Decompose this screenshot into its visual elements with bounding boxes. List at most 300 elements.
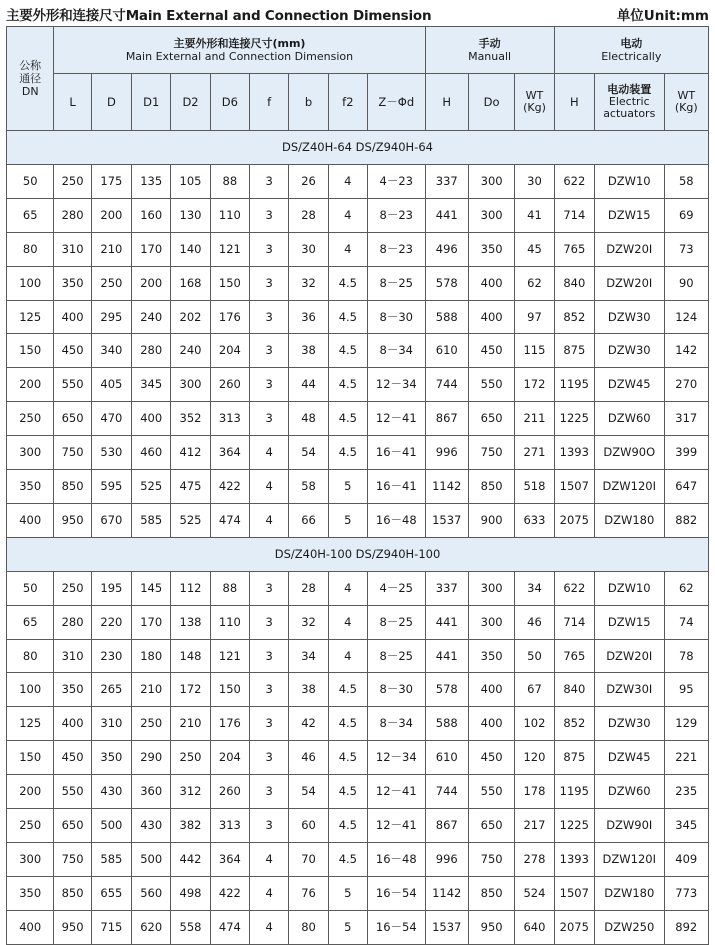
cell-b: 30 bbox=[289, 232, 328, 266]
cell-d2: 382 bbox=[171, 809, 210, 843]
cell-manual-h: 588 bbox=[425, 707, 468, 741]
cell-manual-h: 1142 bbox=[425, 876, 468, 910]
cell-dn: 300 bbox=[7, 842, 54, 876]
cell-actuator: DZW45 bbox=[594, 368, 664, 402]
cell-manual-wt: 271 bbox=[515, 436, 554, 470]
cell-l: 350 bbox=[54, 266, 91, 300]
cell-dn: 150 bbox=[7, 334, 54, 368]
cell-b: 46 bbox=[289, 741, 328, 775]
cell-d: 595 bbox=[91, 470, 131, 504]
cell-d: 470 bbox=[91, 402, 131, 436]
cell-z-d: 16－48 bbox=[368, 503, 426, 537]
cell-f: 3 bbox=[250, 673, 289, 707]
cell-d2: 352 bbox=[171, 402, 210, 436]
cell-d1: 400 bbox=[132, 402, 171, 436]
table-row bbox=[7, 876, 709, 910]
cell-z-d: 8－30 bbox=[368, 300, 426, 334]
cell-l: 250 bbox=[54, 165, 91, 199]
cell-z-d: 4－23 bbox=[368, 165, 426, 199]
cell-z-d: 8－25 bbox=[368, 639, 426, 673]
cell-manual-h: 441 bbox=[425, 605, 468, 639]
table-row bbox=[7, 368, 709, 402]
cell-manual-wt: 50 bbox=[515, 639, 554, 673]
cell-d1: 525 bbox=[132, 470, 171, 504]
cell-dn: 250 bbox=[7, 809, 54, 843]
cell-d2: 525 bbox=[171, 503, 210, 537]
cell-d1: 620 bbox=[132, 910, 171, 944]
cell-dn: 350 bbox=[7, 470, 54, 504]
cell-manual-wt: 62 bbox=[515, 266, 554, 300]
cell-d6: 422 bbox=[210, 876, 249, 910]
cell-d1: 430 bbox=[132, 809, 171, 843]
table-row bbox=[7, 605, 709, 639]
table-row bbox=[7, 232, 709, 266]
cell-electric-h: 714 bbox=[554, 605, 594, 639]
table-row bbox=[7, 470, 709, 504]
cell-electric-h: 840 bbox=[554, 266, 594, 300]
cell-d6: 110 bbox=[210, 605, 249, 639]
table-header bbox=[7, 27, 709, 131]
cell-f2: 4.5 bbox=[328, 300, 367, 334]
cell-manual-h: 441 bbox=[425, 198, 468, 232]
cell-manual-h: 578 bbox=[425, 266, 468, 300]
cell-dn: 150 bbox=[7, 741, 54, 775]
cell-d1: 180 bbox=[132, 639, 171, 673]
cell-d: 530 bbox=[91, 436, 131, 470]
cell-manual-wt: 120 bbox=[515, 741, 554, 775]
cell-d6: 150 bbox=[210, 673, 249, 707]
cell-manual-h: 1537 bbox=[425, 910, 468, 944]
cell-actuator: DZW120I bbox=[594, 842, 664, 876]
cell-d2: 168 bbox=[171, 266, 210, 300]
col-header-actuator: 电动装置 Electric actuators bbox=[594, 74, 664, 131]
cell-b: 54 bbox=[289, 775, 328, 809]
dn-header: 公称 通径 DN bbox=[7, 27, 54, 131]
cell-electric-wt: 142 bbox=[664, 334, 708, 368]
col-header-electric-wt: WT (Kg) bbox=[664, 74, 708, 131]
cell-electric-h: 1393 bbox=[554, 436, 594, 470]
cell-electric-wt: 345 bbox=[664, 809, 708, 843]
cell-electric-h: 875 bbox=[554, 334, 594, 368]
cell-do: 900 bbox=[468, 503, 514, 537]
cell-d2: 105 bbox=[171, 165, 210, 199]
cell-manual-h: 744 bbox=[425, 775, 468, 809]
cell-actuator: DZW90O bbox=[594, 436, 664, 470]
cell-b: 32 bbox=[289, 266, 328, 300]
cell-do: 850 bbox=[468, 470, 514, 504]
cell-dn: 65 bbox=[7, 605, 54, 639]
table-row bbox=[7, 266, 709, 300]
cell-f2: 4.5 bbox=[328, 707, 367, 741]
cell-actuator: DZW60 bbox=[594, 402, 664, 436]
cell-z-d: 12－41 bbox=[368, 402, 426, 436]
cell-d: 230 bbox=[91, 639, 131, 673]
cell-d: 430 bbox=[91, 775, 131, 809]
cell-electric-h: 1225 bbox=[554, 402, 594, 436]
cell-f2: 4 bbox=[328, 198, 367, 232]
cell-electric-wt: 892 bbox=[664, 910, 708, 944]
cell-f: 3 bbox=[250, 605, 289, 639]
cell-l: 280 bbox=[54, 605, 91, 639]
cell-f2: 4.5 bbox=[328, 809, 367, 843]
cell-d2: 140 bbox=[171, 232, 210, 266]
cell-dn: 100 bbox=[7, 266, 54, 300]
cell-f: 3 bbox=[250, 707, 289, 741]
cell-electric-wt: 129 bbox=[664, 707, 708, 741]
cell-d6: 121 bbox=[210, 639, 249, 673]
cell-z-d: 4－25 bbox=[368, 571, 426, 605]
cell-actuator: DZW10 bbox=[594, 571, 664, 605]
cell-f: 4 bbox=[250, 910, 289, 944]
table-row bbox=[7, 775, 709, 809]
table-row bbox=[7, 571, 709, 605]
cell-do: 850 bbox=[468, 876, 514, 910]
cell-d6: 176 bbox=[210, 707, 249, 741]
cell-z-d: 8－30 bbox=[368, 673, 426, 707]
cell-l: 850 bbox=[54, 470, 91, 504]
cell-electric-h: 1195 bbox=[554, 775, 594, 809]
cell-dn: 200 bbox=[7, 775, 54, 809]
cell-f: 3 bbox=[250, 266, 289, 300]
table-row bbox=[7, 402, 709, 436]
cell-d2: 112 bbox=[171, 571, 210, 605]
cell-manual-wt: 45 bbox=[515, 232, 554, 266]
cell-manual-h: 337 bbox=[425, 571, 468, 605]
cell-f: 3 bbox=[250, 334, 289, 368]
cell-f: 3 bbox=[250, 368, 289, 402]
cell-electric-h: 875 bbox=[554, 741, 594, 775]
table-row bbox=[7, 503, 709, 537]
cell-d1: 135 bbox=[132, 165, 171, 199]
cell-d: 250 bbox=[91, 266, 131, 300]
cell-d2: 475 bbox=[171, 470, 210, 504]
col-header-l: L bbox=[54, 74, 91, 131]
cell-do: 300 bbox=[468, 571, 514, 605]
cell-electric-wt: 95 bbox=[664, 673, 708, 707]
cell-d2: 172 bbox=[171, 673, 210, 707]
cell-b: 38 bbox=[289, 673, 328, 707]
cell-manual-h: 441 bbox=[425, 639, 468, 673]
unit-label: 单位Unit:mm bbox=[616, 8, 709, 24]
cell-z-d: 12－34 bbox=[368, 741, 426, 775]
cell-f: 3 bbox=[250, 198, 289, 232]
cell-z-d: 8－25 bbox=[368, 266, 426, 300]
cell-d6: 204 bbox=[210, 334, 249, 368]
col-header-do: Do bbox=[468, 74, 514, 131]
cell-z-d: 16－41 bbox=[368, 470, 426, 504]
cell-dn: 125 bbox=[7, 707, 54, 741]
cell-d6: 260 bbox=[210, 775, 249, 809]
cell-electric-h: 840 bbox=[554, 673, 594, 707]
cell-l: 750 bbox=[54, 842, 91, 876]
cell-dn: 200 bbox=[7, 368, 54, 402]
cell-manual-wt: 172 bbox=[515, 368, 554, 402]
cell-manual-h: 610 bbox=[425, 741, 468, 775]
cell-d1: 145 bbox=[132, 571, 171, 605]
cell-dn: 300 bbox=[7, 436, 54, 470]
cell-z-d: 12－41 bbox=[368, 809, 426, 843]
cell-b: 28 bbox=[289, 198, 328, 232]
cell-f2: 4 bbox=[328, 639, 367, 673]
cell-d6: 422 bbox=[210, 470, 249, 504]
cell-d6: 364 bbox=[210, 842, 249, 876]
cell-f2: 5 bbox=[328, 910, 367, 944]
cell-l: 280 bbox=[54, 198, 91, 232]
cell-manual-wt: 115 bbox=[515, 334, 554, 368]
cell-b: 26 bbox=[289, 165, 328, 199]
cell-b: 66 bbox=[289, 503, 328, 537]
cell-z-d: 16－54 bbox=[368, 910, 426, 944]
cell-d: 265 bbox=[91, 673, 131, 707]
main-dimension-header: 主要外形和连接尺寸(mm) Main External and Connection Dimension bbox=[54, 27, 425, 74]
cell-electric-wt: 90 bbox=[664, 266, 708, 300]
cell-f: 4 bbox=[250, 876, 289, 910]
cell-d2: 312 bbox=[171, 775, 210, 809]
cell-dn: 100 bbox=[7, 673, 54, 707]
cell-actuator: DZW250 bbox=[594, 910, 664, 944]
cell-d6: 474 bbox=[210, 503, 249, 537]
cell-d: 500 bbox=[91, 809, 131, 843]
cell-do: 750 bbox=[468, 436, 514, 470]
col-header-f: f bbox=[250, 74, 289, 131]
cell-electric-h: 765 bbox=[554, 639, 594, 673]
cell-electric-h: 2075 bbox=[554, 910, 594, 944]
section-label: DS/Z40H-64 DS/Z940H-64 bbox=[7, 131, 709, 165]
cell-actuator: DZW180 bbox=[594, 876, 664, 910]
cell-f: 3 bbox=[250, 402, 289, 436]
cell-electric-h: 1507 bbox=[554, 876, 594, 910]
cell-f2: 4.5 bbox=[328, 842, 367, 876]
cell-l: 350 bbox=[54, 673, 91, 707]
cell-manual-wt: 46 bbox=[515, 605, 554, 639]
table-row bbox=[7, 300, 709, 334]
cell-f2: 4.5 bbox=[328, 334, 367, 368]
cell-f: 4 bbox=[250, 503, 289, 537]
col-header-d6: D6 bbox=[210, 74, 249, 131]
cell-d2: 240 bbox=[171, 334, 210, 368]
cell-manual-wt: 524 bbox=[515, 876, 554, 910]
col-header-manual-wt: WT (Kg) bbox=[515, 74, 554, 131]
cell-manual-wt: 67 bbox=[515, 673, 554, 707]
cell-d2: 202 bbox=[171, 300, 210, 334]
cell-f2: 4.5 bbox=[328, 436, 367, 470]
table-row bbox=[7, 334, 709, 368]
cell-d6: 150 bbox=[210, 266, 249, 300]
cell-electric-h: 1507 bbox=[554, 470, 594, 504]
cell-do: 550 bbox=[468, 368, 514, 402]
cell-manual-wt: 211 bbox=[515, 402, 554, 436]
cell-f2: 4.5 bbox=[328, 775, 367, 809]
page-header bbox=[0, 0, 715, 26]
cell-manual-wt: 640 bbox=[515, 910, 554, 944]
cell-electric-wt: 78 bbox=[664, 639, 708, 673]
table-row bbox=[7, 910, 709, 944]
cell-z-d: 8－23 bbox=[368, 232, 426, 266]
cell-electric-wt: 409 bbox=[664, 842, 708, 876]
cell-d1: 460 bbox=[132, 436, 171, 470]
cell-manual-wt: 633 bbox=[515, 503, 554, 537]
cell-f2: 4 bbox=[328, 571, 367, 605]
cell-d1: 200 bbox=[132, 266, 171, 300]
table-row bbox=[7, 436, 709, 470]
cell-d1: 500 bbox=[132, 842, 171, 876]
cell-z-d: 12－41 bbox=[368, 775, 426, 809]
col-header-b: b bbox=[289, 74, 328, 131]
cell-d1: 240 bbox=[132, 300, 171, 334]
cell-electric-wt: 882 bbox=[664, 503, 708, 537]
cell-f: 3 bbox=[250, 232, 289, 266]
cell-d: 585 bbox=[91, 842, 131, 876]
cell-d2: 130 bbox=[171, 198, 210, 232]
cell-actuator: DZW30 bbox=[594, 707, 664, 741]
cell-electric-h: 765 bbox=[554, 232, 594, 266]
cell-d6: 474 bbox=[210, 910, 249, 944]
cell-electric-h: 852 bbox=[554, 300, 594, 334]
cell-actuator: DZW30I bbox=[594, 673, 664, 707]
cell-b: 34 bbox=[289, 639, 328, 673]
cell-dn: 350 bbox=[7, 876, 54, 910]
cell-d: 310 bbox=[91, 707, 131, 741]
cell-f2: 4.5 bbox=[328, 402, 367, 436]
cell-f2: 4.5 bbox=[328, 673, 367, 707]
cell-d: 295 bbox=[91, 300, 131, 334]
cell-f2: 5 bbox=[328, 470, 367, 504]
cell-manual-wt: 34 bbox=[515, 571, 554, 605]
cell-d: 670 bbox=[91, 503, 131, 537]
cell-d6: 313 bbox=[210, 809, 249, 843]
cell-d6: 110 bbox=[210, 198, 249, 232]
cell-actuator: DZW10 bbox=[594, 165, 664, 199]
cell-do: 350 bbox=[468, 639, 514, 673]
cell-l: 650 bbox=[54, 402, 91, 436]
table-row bbox=[7, 741, 709, 775]
cell-l: 400 bbox=[54, 300, 91, 334]
cell-electric-wt: 69 bbox=[664, 198, 708, 232]
col-header-manual-h: H bbox=[425, 74, 468, 131]
cell-manual-h: 1142 bbox=[425, 470, 468, 504]
cell-d2: 210 bbox=[171, 707, 210, 741]
cell-d: 220 bbox=[91, 605, 131, 639]
cell-f2: 4 bbox=[328, 605, 367, 639]
manual-header: 手动 Manuall bbox=[425, 27, 554, 74]
cell-z-d: 8－34 bbox=[368, 707, 426, 741]
col-header-electric-h: H bbox=[554, 74, 594, 131]
cell-do: 450 bbox=[468, 334, 514, 368]
col-header-d2: D2 bbox=[171, 74, 210, 131]
cell-manual-h: 744 bbox=[425, 368, 468, 402]
cell-f2: 4 bbox=[328, 165, 367, 199]
cell-d1: 560 bbox=[132, 876, 171, 910]
cell-manual-wt: 178 bbox=[515, 775, 554, 809]
cell-d2: 148 bbox=[171, 639, 210, 673]
cell-b: 60 bbox=[289, 809, 328, 843]
col-header-d1: D1 bbox=[132, 74, 171, 131]
cell-l: 450 bbox=[54, 741, 91, 775]
cell-electric-wt: 773 bbox=[664, 876, 708, 910]
cell-electric-wt: 124 bbox=[664, 300, 708, 334]
cell-z-d: 8－23 bbox=[368, 198, 426, 232]
cell-manual-h: 867 bbox=[425, 402, 468, 436]
cell-d: 175 bbox=[91, 165, 131, 199]
cell-actuator: DZW45 bbox=[594, 741, 664, 775]
cell-dn: 65 bbox=[7, 198, 54, 232]
cell-actuator: DZW15 bbox=[594, 605, 664, 639]
cell-l: 950 bbox=[54, 910, 91, 944]
cell-f: 3 bbox=[250, 165, 289, 199]
cell-f: 4 bbox=[250, 436, 289, 470]
cell-l: 850 bbox=[54, 876, 91, 910]
cell-actuator: DZW20I bbox=[594, 232, 664, 266]
table-row bbox=[7, 842, 709, 876]
cell-l: 950 bbox=[54, 503, 91, 537]
cell-electric-h: 714 bbox=[554, 198, 594, 232]
cell-manual-wt: 30 bbox=[515, 165, 554, 199]
cell-l: 400 bbox=[54, 707, 91, 741]
cell-f: 3 bbox=[250, 809, 289, 843]
cell-f: 4 bbox=[250, 842, 289, 876]
cell-d: 715 bbox=[91, 910, 131, 944]
cell-d2: 498 bbox=[171, 876, 210, 910]
cell-f2: 5 bbox=[328, 503, 367, 537]
cell-do: 400 bbox=[468, 673, 514, 707]
cell-dn: 80 bbox=[7, 232, 54, 266]
cell-d2: 250 bbox=[171, 741, 210, 775]
cell-electric-h: 2075 bbox=[554, 503, 594, 537]
cell-electric-wt: 235 bbox=[664, 775, 708, 809]
cell-d: 210 bbox=[91, 232, 131, 266]
electric-header: 电动 Electrically bbox=[554, 27, 708, 74]
cell-l: 450 bbox=[54, 334, 91, 368]
cell-actuator: DZW90I bbox=[594, 809, 664, 843]
cell-manual-h: 610 bbox=[425, 334, 468, 368]
cell-manual-wt: 97 bbox=[515, 300, 554, 334]
cell-f2: 4.5 bbox=[328, 741, 367, 775]
cell-d: 200 bbox=[91, 198, 131, 232]
cell-d6: 364 bbox=[210, 436, 249, 470]
cell-electric-wt: 399 bbox=[664, 436, 708, 470]
cell-electric-wt: 62 bbox=[664, 571, 708, 605]
cell-d1: 160 bbox=[132, 198, 171, 232]
cell-do: 750 bbox=[468, 842, 514, 876]
cell-b: 32 bbox=[289, 605, 328, 639]
cell-manual-wt: 41 bbox=[515, 198, 554, 232]
cell-d6: 88 bbox=[210, 571, 249, 605]
cell-electric-wt: 73 bbox=[664, 232, 708, 266]
section-row bbox=[7, 131, 709, 165]
cell-electric-wt: 317 bbox=[664, 402, 708, 436]
cell-do: 400 bbox=[468, 266, 514, 300]
cell-do: 650 bbox=[468, 402, 514, 436]
cell-l: 550 bbox=[54, 368, 91, 402]
cell-b: 38 bbox=[289, 334, 328, 368]
cell-d2: 412 bbox=[171, 436, 210, 470]
cell-d: 195 bbox=[91, 571, 131, 605]
cell-actuator: DZW30 bbox=[594, 300, 664, 334]
cell-dn: 50 bbox=[7, 571, 54, 605]
cell-d: 350 bbox=[91, 741, 131, 775]
cell-electric-wt: 58 bbox=[664, 165, 708, 199]
cell-d6: 88 bbox=[210, 165, 249, 199]
cell-do: 350 bbox=[468, 232, 514, 266]
cell-d6: 204 bbox=[210, 741, 249, 775]
col-header-d: D bbox=[91, 74, 131, 131]
cell-d6: 176 bbox=[210, 300, 249, 334]
cell-b: 44 bbox=[289, 368, 328, 402]
cell-b: 70 bbox=[289, 842, 328, 876]
cell-manual-wt: 102 bbox=[515, 707, 554, 741]
cell-electric-wt: 74 bbox=[664, 605, 708, 639]
cell-l: 310 bbox=[54, 639, 91, 673]
